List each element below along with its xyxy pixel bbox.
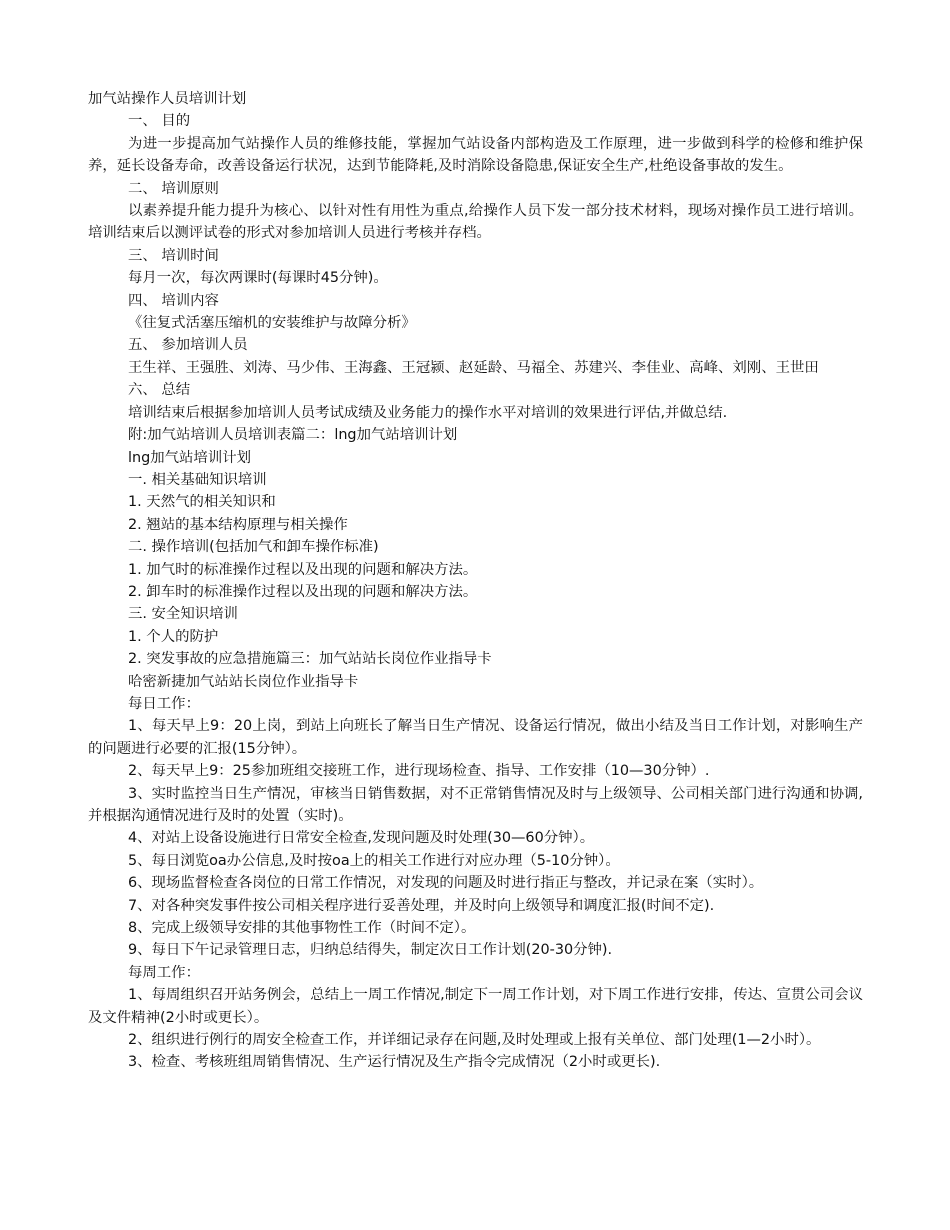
document-line: 五、 参加培训人员 bbox=[128, 337, 248, 354]
document-line: 培训结束后根据参加培训人员考试成绩及业务能力的操作水平对培训的效果进行评估,并做总结. bbox=[128, 404, 728, 421]
document-line: 7、对各种突发事件按公司相关程序进行妥善处理，并及时向上级领导和调度汇报(时间不定). bbox=[128, 897, 715, 914]
document-page bbox=[88, 88, 863, 1074]
document-line: 1. 加气时的标准操作过程以及出现的问题和解决方法。 bbox=[128, 561, 478, 578]
document-line: 每日工作： bbox=[128, 695, 200, 712]
document-line: 三. 安全知识培训 bbox=[128, 606, 238, 623]
document-line: 以素养提升能力提升为核心、以针对性有用性为重点,给操作人员下发一部分技术材料，现场对操作员工进行培训。培训结束后以测评试卷的形式对参加培训人员进行考核并存档。 bbox=[88, 203, 863, 242]
document-line: 每周工作： bbox=[128, 964, 200, 981]
document-line: 为进一步提高加气站操作人员的维修技能，掌握加气站设备内部构造及工作原理，进一步做到科学的检修和维护保养，延长设备寿命，改善设备运行状况，达到节能降耗,及时消除设备隐患,保证安全生产,杜绝设备事故的发生。 bbox=[88, 135, 863, 175]
document-line: 4、对站上设备设施进行日常安全检查,发现问题及时处理(30—60分钟）。 bbox=[128, 830, 595, 847]
document-line: 一. 相关基础知识培训 bbox=[128, 471, 267, 488]
document-line: 每月一次，每次两课时(每课时45分钟)。 bbox=[128, 270, 388, 287]
document-line: 1. 天然气的相关知识和 bbox=[128, 494, 276, 511]
document-line: 附:加气站培训人员培训表篇二：lng加气站培训计划 bbox=[128, 427, 458, 444]
document-line: 六、 总结 bbox=[128, 382, 191, 399]
document-line: 哈密新捷加气站站长岗位作业指导卡 bbox=[128, 673, 359, 690]
document-line: 9、每日下午记录管理日志，归纳总结得失，制定次日工作计划(20-30分钟). bbox=[128, 942, 613, 959]
document-line: 2. 卸车时的标准操作过程以及出现的问题和解决方法。 bbox=[128, 583, 478, 600]
document-line: 2. 突发事故的应急措施篇三：加气站站长岗位作业指导卡 bbox=[128, 651, 492, 668]
document-line: 1. 个人的防护 bbox=[128, 628, 219, 645]
document-line: 2、每天早上9：25参加班组交接班工作，进行现场检查、指导、工作安排（10—30分钟）. bbox=[128, 763, 710, 780]
document-line: 王生祥、王强胜、刘涛、马少伟、王海鑫、王冠颍、赵延龄、马福全、苏建兴、李佳业、高峰、刘刚、王世田 bbox=[128, 359, 819, 376]
document-line: 二、 培训原则 bbox=[128, 180, 219, 197]
document-line: 二. 操作培训(包括加气和卸车操作标准) bbox=[128, 539, 379, 556]
document-line: 1、每天早上9：20上岗，到站上向班长了解当日生产情况、设备运行情况，做出小结及当日工作计划，对影响生产的问题进行必要的汇报(15分钟）。 bbox=[88, 718, 863, 757]
document-line: 一、 目的 bbox=[128, 113, 191, 130]
document-line: 1、每周组织召开站务例会，总结上一周工作情况,制定下一周工作计划，对下周工作进行安排，传达、宣贯公司会议及文件精神(2小时或更长）。 bbox=[88, 987, 863, 1026]
document-line: 2、组织进行例行的周安全检查工作，并详细记录存在问题,及时处理或上报有关单位、部门处理(1—2小时）。 bbox=[128, 1032, 821, 1049]
document-line: 3、实时监控当日生产情况，审核当日销售数据，对不正常销售情况及时与上级领导、公司相关部门进行沟通和协调,并根据沟通情况进行及时的处置（实时)。 bbox=[88, 785, 863, 824]
document-line: 《往复式活塞压缩机的安装维护与故障分析》 bbox=[128, 315, 416, 332]
document-line: 2. 翘站的基本结构原理与相关操作 bbox=[128, 516, 348, 533]
document-line: 3、检查、考核班组周销售情况、生产运行情况及生产指令完成情况（2小时或更长). bbox=[128, 1054, 661, 1071]
document-line: 5、每日浏览oa办公信息,及时按oa上的相关工作进行对应办理（5-10分钟）。 bbox=[128, 852, 620, 869]
document-line: 四、 培训内容 bbox=[128, 292, 219, 309]
document-line: 6、现场监督检查各岗位的日常工作情况，对发现的问题及时进行指正与整改，并记录在案（实时）。 bbox=[128, 875, 764, 892]
document-line: lng加气站培训计划 bbox=[128, 449, 251, 466]
document-body bbox=[88, 110, 863, 1073]
document-line: 8、完成上级领导安排的其他事物性工作（时间不定）。 bbox=[128, 920, 476, 937]
document-title: 加气站操作人员培训计划 bbox=[88, 91, 247, 107]
document-line: 三、 培训时间 bbox=[128, 247, 219, 264]
